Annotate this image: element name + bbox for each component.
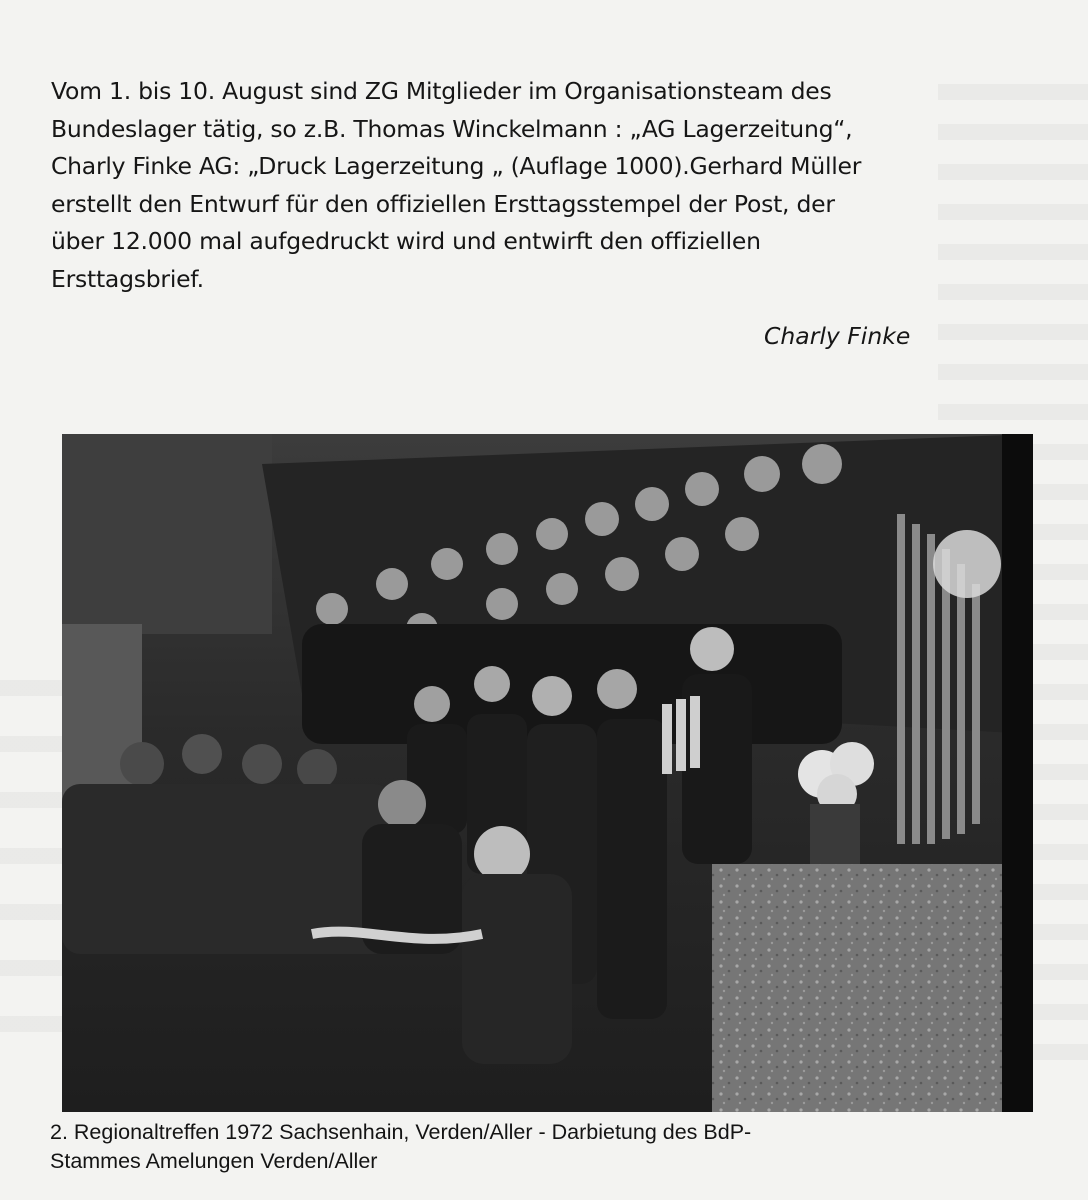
article-line: erstellt den Entwurf für den offiziellen Ersttagsstempel der Post, der xyxy=(51,189,835,218)
caption-line: 2. Regionaltreffen 1972 Sachsenhain, Verden/Aller - Darbietung des BdP- xyxy=(50,1120,752,1144)
photo-illustration xyxy=(62,434,1033,1112)
photo-right-edge xyxy=(1002,434,1033,1112)
bleed-through-shadow-left xyxy=(0,640,62,1060)
article-line: über 12.000 mal aufgedruckt wird und entwirft den offiziellen xyxy=(51,227,761,255)
photo-caption xyxy=(50,1118,1040,1176)
photo-flowers-podium xyxy=(798,742,874,864)
article-line: Vom 1. bis 10. August sind ZG Mitglieder im Organisationsteam des xyxy=(51,77,832,105)
article-line: Ersttagsbrief. xyxy=(51,264,204,293)
article-line: Charly Finke AG: „Druck Lagerzeitung „ (Auflage 1000).Gerhard Müller xyxy=(51,152,862,180)
photo-podium xyxy=(712,864,1002,1112)
photo-flowers-top xyxy=(933,530,1001,598)
article-paragraph xyxy=(51,73,1011,298)
article-line: Bundeslager tätig, so z.B. Thomas Winckelmann : „AG Lagerzeitung“, xyxy=(51,114,853,143)
caption-line: Stammes Amelungen Verden/Aller xyxy=(50,1149,378,1173)
event-photograph xyxy=(62,434,1033,1112)
author-signature: Charly Finke xyxy=(764,322,911,350)
photo-wall xyxy=(62,434,272,634)
photo-accordion xyxy=(662,696,700,774)
